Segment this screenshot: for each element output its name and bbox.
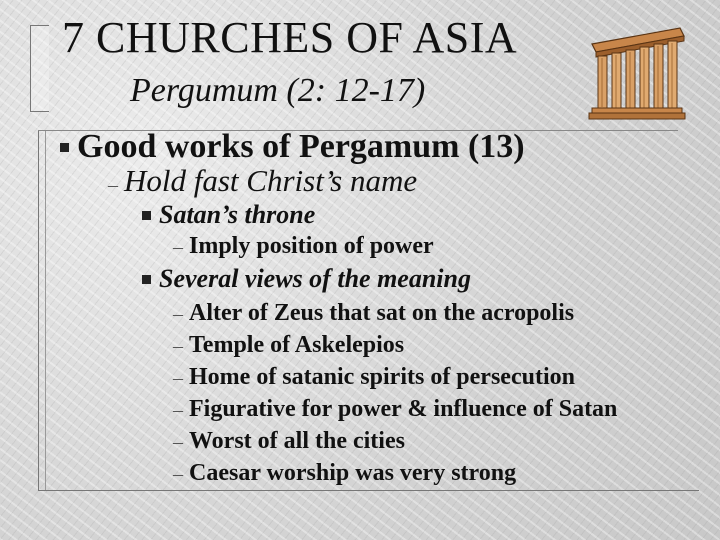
dash-bullet-icon: – — [173, 399, 183, 421]
bullet-satans-throne — [142, 200, 315, 230]
dash-bullet-icon: – — [173, 335, 183, 357]
bullet-level2-text: Hold fast Christ’s name — [124, 163, 418, 198]
slide-title: 7 CHURCHES OF ASIA — [62, 13, 518, 62]
bullet-position-of-power — [173, 233, 434, 260]
dash-bullet-icon: – — [173, 463, 183, 485]
dash-bullet-icon: – — [108, 174, 118, 196]
view-item — [173, 428, 405, 455]
view-item — [173, 460, 516, 487]
bullet-several-views-text: Several views of the meaning — [159, 264, 471, 293]
dash-bullet-icon: – — [173, 236, 183, 258]
bullet-satans-throne-text: Satan’s throne — [159, 200, 316, 229]
view-item-text: Home of satanic spirits of persecution — [189, 364, 575, 390]
frame-bracket-top — [30, 25, 49, 112]
view-item-text: Temple of Askelepios — [189, 332, 405, 358]
view-item — [173, 396, 617, 423]
bullet-level1 — [60, 128, 525, 166]
dash-bullet-icon: – — [173, 367, 183, 389]
view-item — [173, 364, 575, 391]
view-item-text: Alter of Zeus that sat on the acropolis — [189, 300, 575, 326]
temple-ruins-icon — [588, 22, 688, 122]
square-bullet-icon — [142, 211, 151, 220]
view-item-text: Worst of all the cities — [189, 428, 405, 454]
bullet-several-views — [142, 264, 471, 294]
view-item-text: Figurative for power & influence of Satan — [189, 396, 618, 422]
bullet-position-of-power-text: Imply position of power — [189, 233, 434, 259]
dash-bullet-icon: – — [173, 303, 183, 325]
view-item-text: Caesar worship was very strong — [189, 460, 517, 486]
view-item — [173, 300, 574, 327]
view-item — [173, 332, 404, 359]
square-bullet-icon — [60, 143, 69, 152]
bullet-level2 — [108, 163, 417, 199]
slide-subtitle: Pergumum (2: 12-17) — [130, 72, 426, 109]
square-bullet-icon — [142, 275, 151, 284]
dash-bullet-icon: – — [173, 431, 183, 453]
bullet-level1-text: Good works of Pergamum (13) — [77, 128, 525, 165]
